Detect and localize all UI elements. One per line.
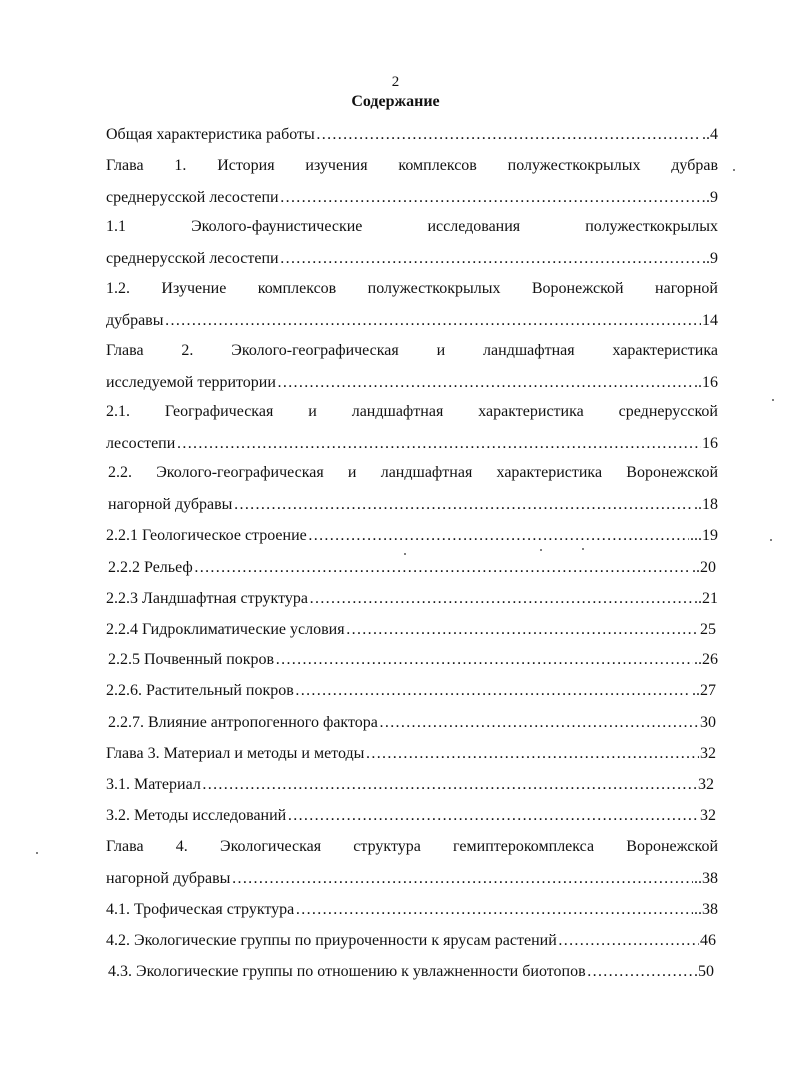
leader-dots	[231, 870, 693, 888]
toc-entry	[108, 714, 716, 732]
leader-dots	[308, 527, 689, 545]
toc-entry-line2: исследуемой территории	[106, 374, 276, 391]
toc-entry-line1: 2.2. Эколого-географическая и ландшафтная характеристика Воронежской	[108, 464, 718, 481]
scan-speck	[770, 539, 772, 541]
toc-entry-page: 16	[702, 435, 718, 452]
toc-entry-text: 4.2. Экологические группы по приуроченности к ярусам растений	[106, 932, 557, 949]
toc-entry-page: 46	[700, 932, 716, 949]
leader-dots	[346, 621, 699, 639]
toc-entry	[108, 464, 718, 514]
leader-dots	[277, 374, 693, 392]
toc-entry	[106, 682, 716, 700]
toc-entry-page: 25	[700, 621, 716, 638]
toc-entry-text: 2.2.1 Геологическое строение	[106, 527, 307, 544]
toc-entry-page: 50	[698, 963, 714, 980]
toc-entry-line1: 1.1 Эколого-фаунистические исследования полужесткокрылых	[106, 218, 718, 235]
toc-entry-page: ..27	[692, 682, 716, 699]
toc-entry-page: ..16	[694, 374, 718, 391]
toc-entry-text: 2.2.3 Ландшафтная структура	[106, 590, 308, 607]
leader-dots	[233, 496, 693, 514]
leader-dots	[316, 126, 701, 144]
toc-entry-page: ..4	[702, 126, 718, 143]
leader-dots	[287, 807, 699, 825]
toc-entry-text: 2.2.7. Влияние антропогенного фактора	[108, 714, 378, 731]
leader-dots	[280, 250, 701, 268]
toc-entry-text: 2.2.5 Почвенный покров	[108, 651, 275, 668]
leader-dots	[194, 559, 691, 577]
leader-dots	[176, 435, 701, 453]
toc-entry-page: 14	[702, 312, 718, 329]
leader-dots	[379, 714, 699, 732]
toc-entry	[108, 963, 714, 981]
toc-entry-page: ...19	[690, 527, 718, 544]
toc-entry	[106, 901, 718, 919]
leader-dots	[164, 312, 701, 330]
toc-entry-text: Общая характеристика работы	[106, 126, 315, 143]
toc-entry-line2: среднерусской лесостепи	[106, 250, 279, 267]
toc-entry-page: ..20	[692, 559, 716, 576]
toc-entry	[106, 776, 714, 794]
toc-entry-page: 30	[700, 714, 716, 731]
toc-entry	[108, 651, 718, 669]
leader-dots	[280, 189, 705, 207]
toc-entry	[106, 527, 718, 545]
toc-entry	[106, 218, 718, 268]
scan-speck	[36, 852, 38, 854]
toc-entry-line2: дубравы	[106, 312, 164, 329]
toc-entry-page: ..38	[694, 901, 718, 918]
toc-entry-line2: лесостепи	[106, 435, 176, 452]
page-number: 2	[391, 74, 400, 90]
toc-entry-line1: 2.1. Географическая и ландшафтная характеристика среднерусской	[106, 403, 718, 420]
toc-entry-line2: нагорной дубравы	[106, 870, 231, 887]
toc-entry-text: 4.1. Трофическая структура	[106, 901, 295, 918]
toc-title: Содержание	[351, 93, 440, 110]
toc-entry-text: 3.1. Материал	[106, 776, 201, 793]
leader-dots	[558, 932, 699, 950]
toc-entry-page: 32	[700, 745, 716, 762]
toc-entry-text: 3.2. Методы исследований	[106, 807, 287, 824]
leader-dots	[295, 682, 691, 700]
toc-entry-page: ..38	[694, 870, 718, 887]
toc-entry-page: 32	[698, 776, 714, 793]
toc-entry-text: 4.3. Экологические группы по отношению к увлажненности биотопов	[108, 963, 586, 980]
toc-entry-line1: Глава 4. Экологическая структура гемиптерокомплекса Воронежской	[106, 838, 718, 855]
toc-entry-page: ..9	[702, 250, 718, 267]
scan-speck	[540, 549, 542, 551]
toc-entry	[106, 932, 716, 950]
toc-entry	[106, 621, 716, 639]
toc-entry	[106, 126, 718, 144]
leader-dots	[587, 963, 697, 981]
toc-entry	[106, 745, 716, 763]
toc-entry	[106, 157, 718, 207]
toc-entry-line1: Глава 1. История изучения комплексов полужесткокрылых дубрав	[106, 157, 718, 174]
leader-dots	[295, 901, 693, 919]
toc-entry	[106, 590, 718, 608]
toc-entry-page: ..18	[694, 496, 718, 513]
toc-entry-text: 2.2.6. Растительный покров	[106, 682, 294, 699]
toc-entry-text: 2.2.4 Гидроклиматические условия	[106, 621, 345, 638]
scan-speck	[733, 169, 735, 171]
scan-speck	[772, 399, 774, 401]
toc-entry	[108, 559, 716, 577]
toc-entry-line2: среднерусской лесостепи	[106, 189, 279, 206]
toc-entry-text: Глава 3. Материал и методы и методы	[106, 745, 365, 762]
toc-entry-line1: Глава 2. Эколого-географическая и ландшафтная характеристика	[106, 342, 718, 359]
leader-dots	[365, 745, 699, 763]
toc-entry-page: ..21	[694, 590, 718, 607]
toc-entry-text: 2.2.2 Рельеф	[108, 559, 193, 576]
toc-entry-page: .9	[706, 189, 718, 206]
toc-entry-page: 32	[700, 807, 716, 824]
scan-speck	[582, 548, 584, 550]
toc-entry-line2: нагорной дубравы	[108, 496, 233, 513]
toc-entry	[106, 403, 718, 453]
scan-speck	[404, 553, 406, 555]
leader-dots	[202, 776, 697, 794]
toc-entry-line1: 1.2. Изучение комплексов полужесткокрылых Воронежской нагорной	[106, 280, 718, 297]
toc-entry	[106, 838, 718, 888]
leader-dots	[275, 651, 693, 669]
leader-dots	[309, 590, 693, 608]
toc-entry	[106, 280, 718, 330]
toc-entry	[106, 807, 716, 825]
toc-entry	[106, 342, 718, 392]
toc-entry-page: ..26	[694, 651, 718, 668]
